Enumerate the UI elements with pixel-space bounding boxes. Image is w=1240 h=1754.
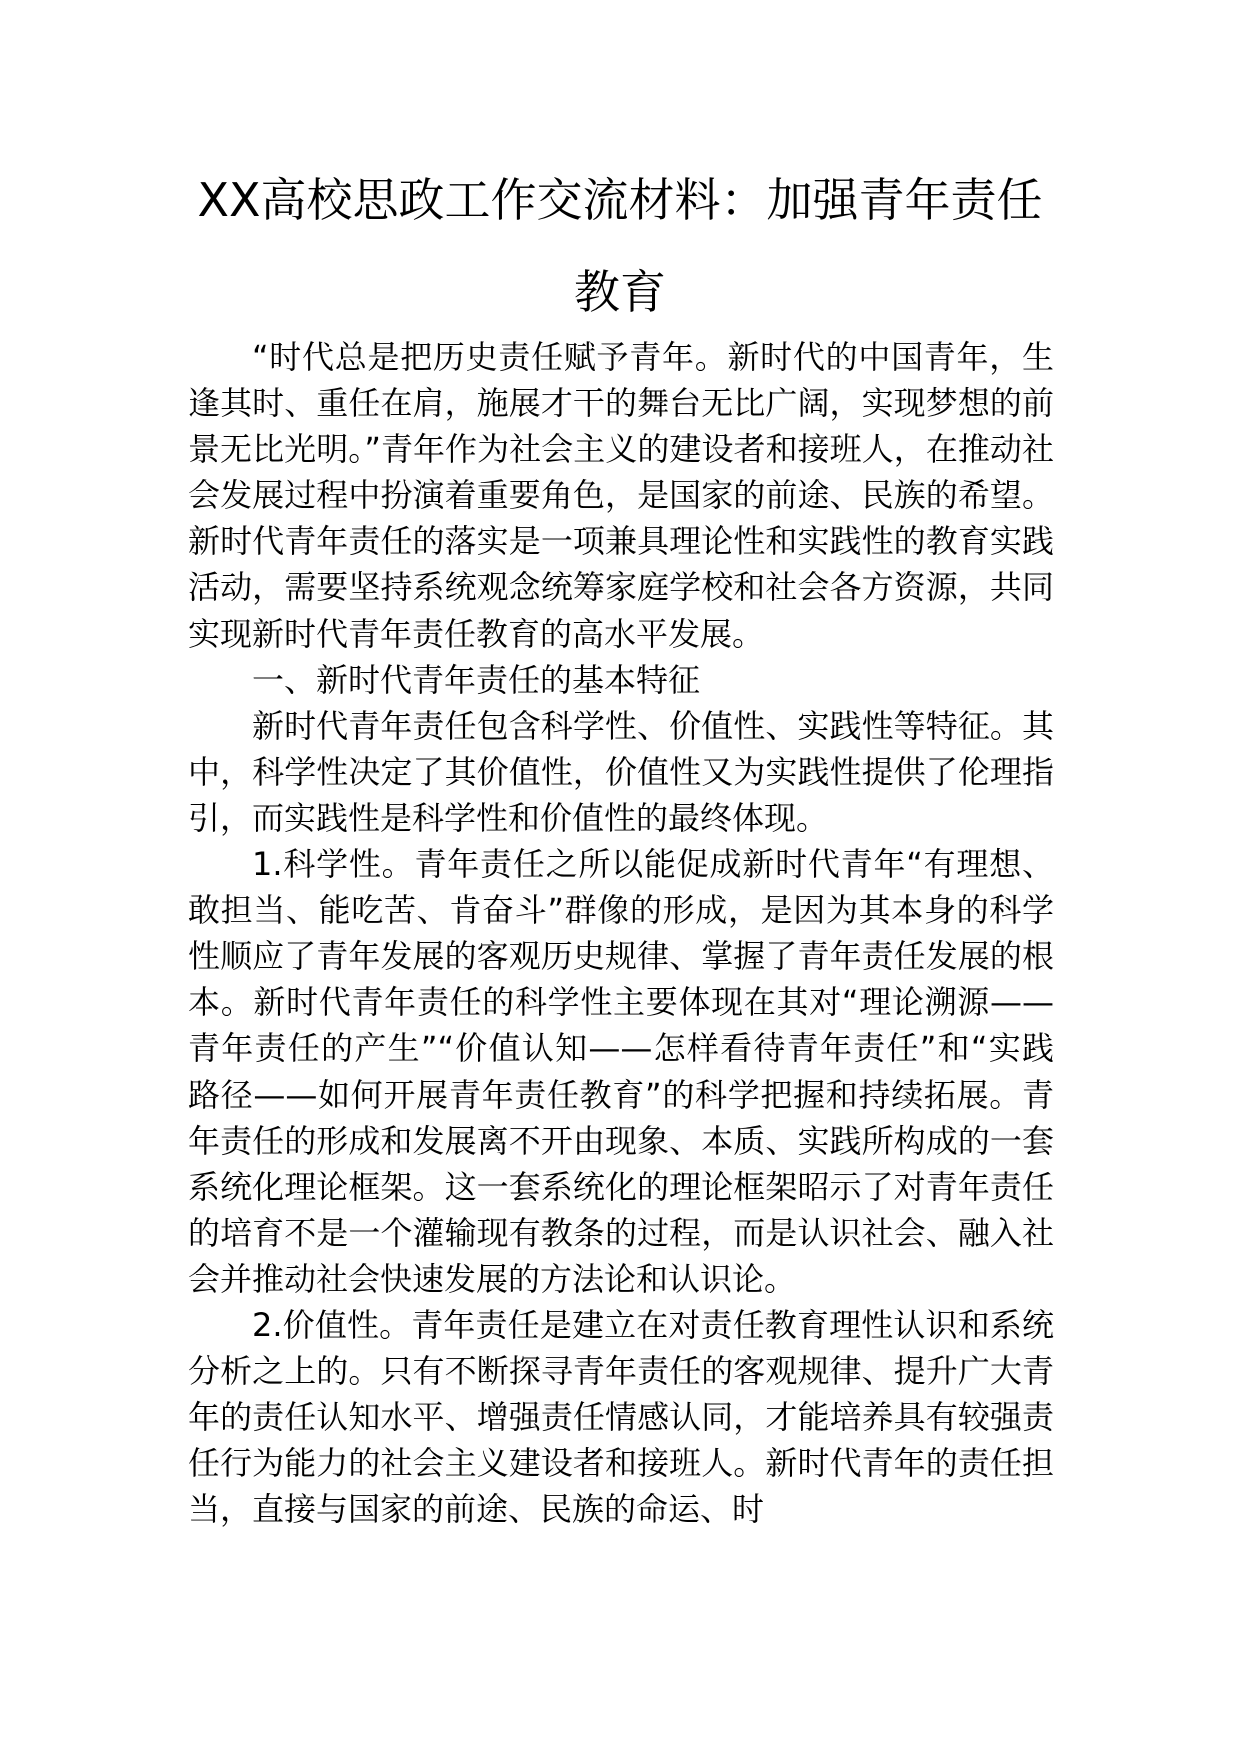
section-heading-1: 一、新时代青年责任的基本特征: [252, 660, 701, 699]
section-1-paragraph: 新时代青年责任包含科学性、价值性、实践性等特征。其中，科学性决定了其价值性，价值性又为实践性提供了伦理指引，而实践性是科学性和价值性的最终体现。: [188, 706, 1054, 837]
point-1-paragraph: 1.科学性。青年责任之所以能促成新时代青年“有理想、敢担当、能吃苦、肯奋斗”群像的形成，是因为其本身的科学性顺应了青年发展的客观历史规律、掌握了青年责任发展的根本。新时代青年责任的科学性主要体现在其对“理论溯源——青年责任的产生”“价值认知——怎样看待青年责任”和“实践路径——如何开展青年责任教育”的科学把握和持续拓展。青年责任的形成和发展离不开由现象、本质、实践所构成的一套系统化理论框架。这一套系统化的理论框架昭示了对青年责任的培育不是一个灌输现有教条的过程，而是认识社会、融入社会并推动社会快速发展的方法论和认识论。: [188, 845, 1054, 1298]
point-2-paragraph: 2.价值性。青年责任是建立在对责任教育理性认识和系统分析之上的。只有不断探寻青年责任的客观规律、提升广大青年的责任认知水平、增强责任情感认同，才能培养具有较强责任行为能力的社会主义建设者和接班人。新时代青年的责任担当，直接与国家的前途、民族的命运、时: [188, 1305, 1054, 1529]
document-title-line-2: 教育: [574, 265, 666, 319]
document-body: [188, 334, 1054, 1532]
document-title-line-1: XX高校思政工作交流材料：加强青年责任: [197, 173, 1043, 227]
intro-paragraph: “时代总是把历史责任赋予青年。新时代的中国青年，生逢其时、重任在肩，施展才干的舞台无比广阔，实现梦想的前景无比光明。”青年作为社会主义的建设者和接班人，在推动社会发展过程中扮演着重要角色，是国家的前途、民族的希望。新时代青年责任的落实是一项兼具理论性和实践性的教育实践活动，需要坚持系统观念统筹家庭学校和社会各方资源，共同实现新时代青年责任教育的高水平发展。: [188, 338, 1054, 653]
